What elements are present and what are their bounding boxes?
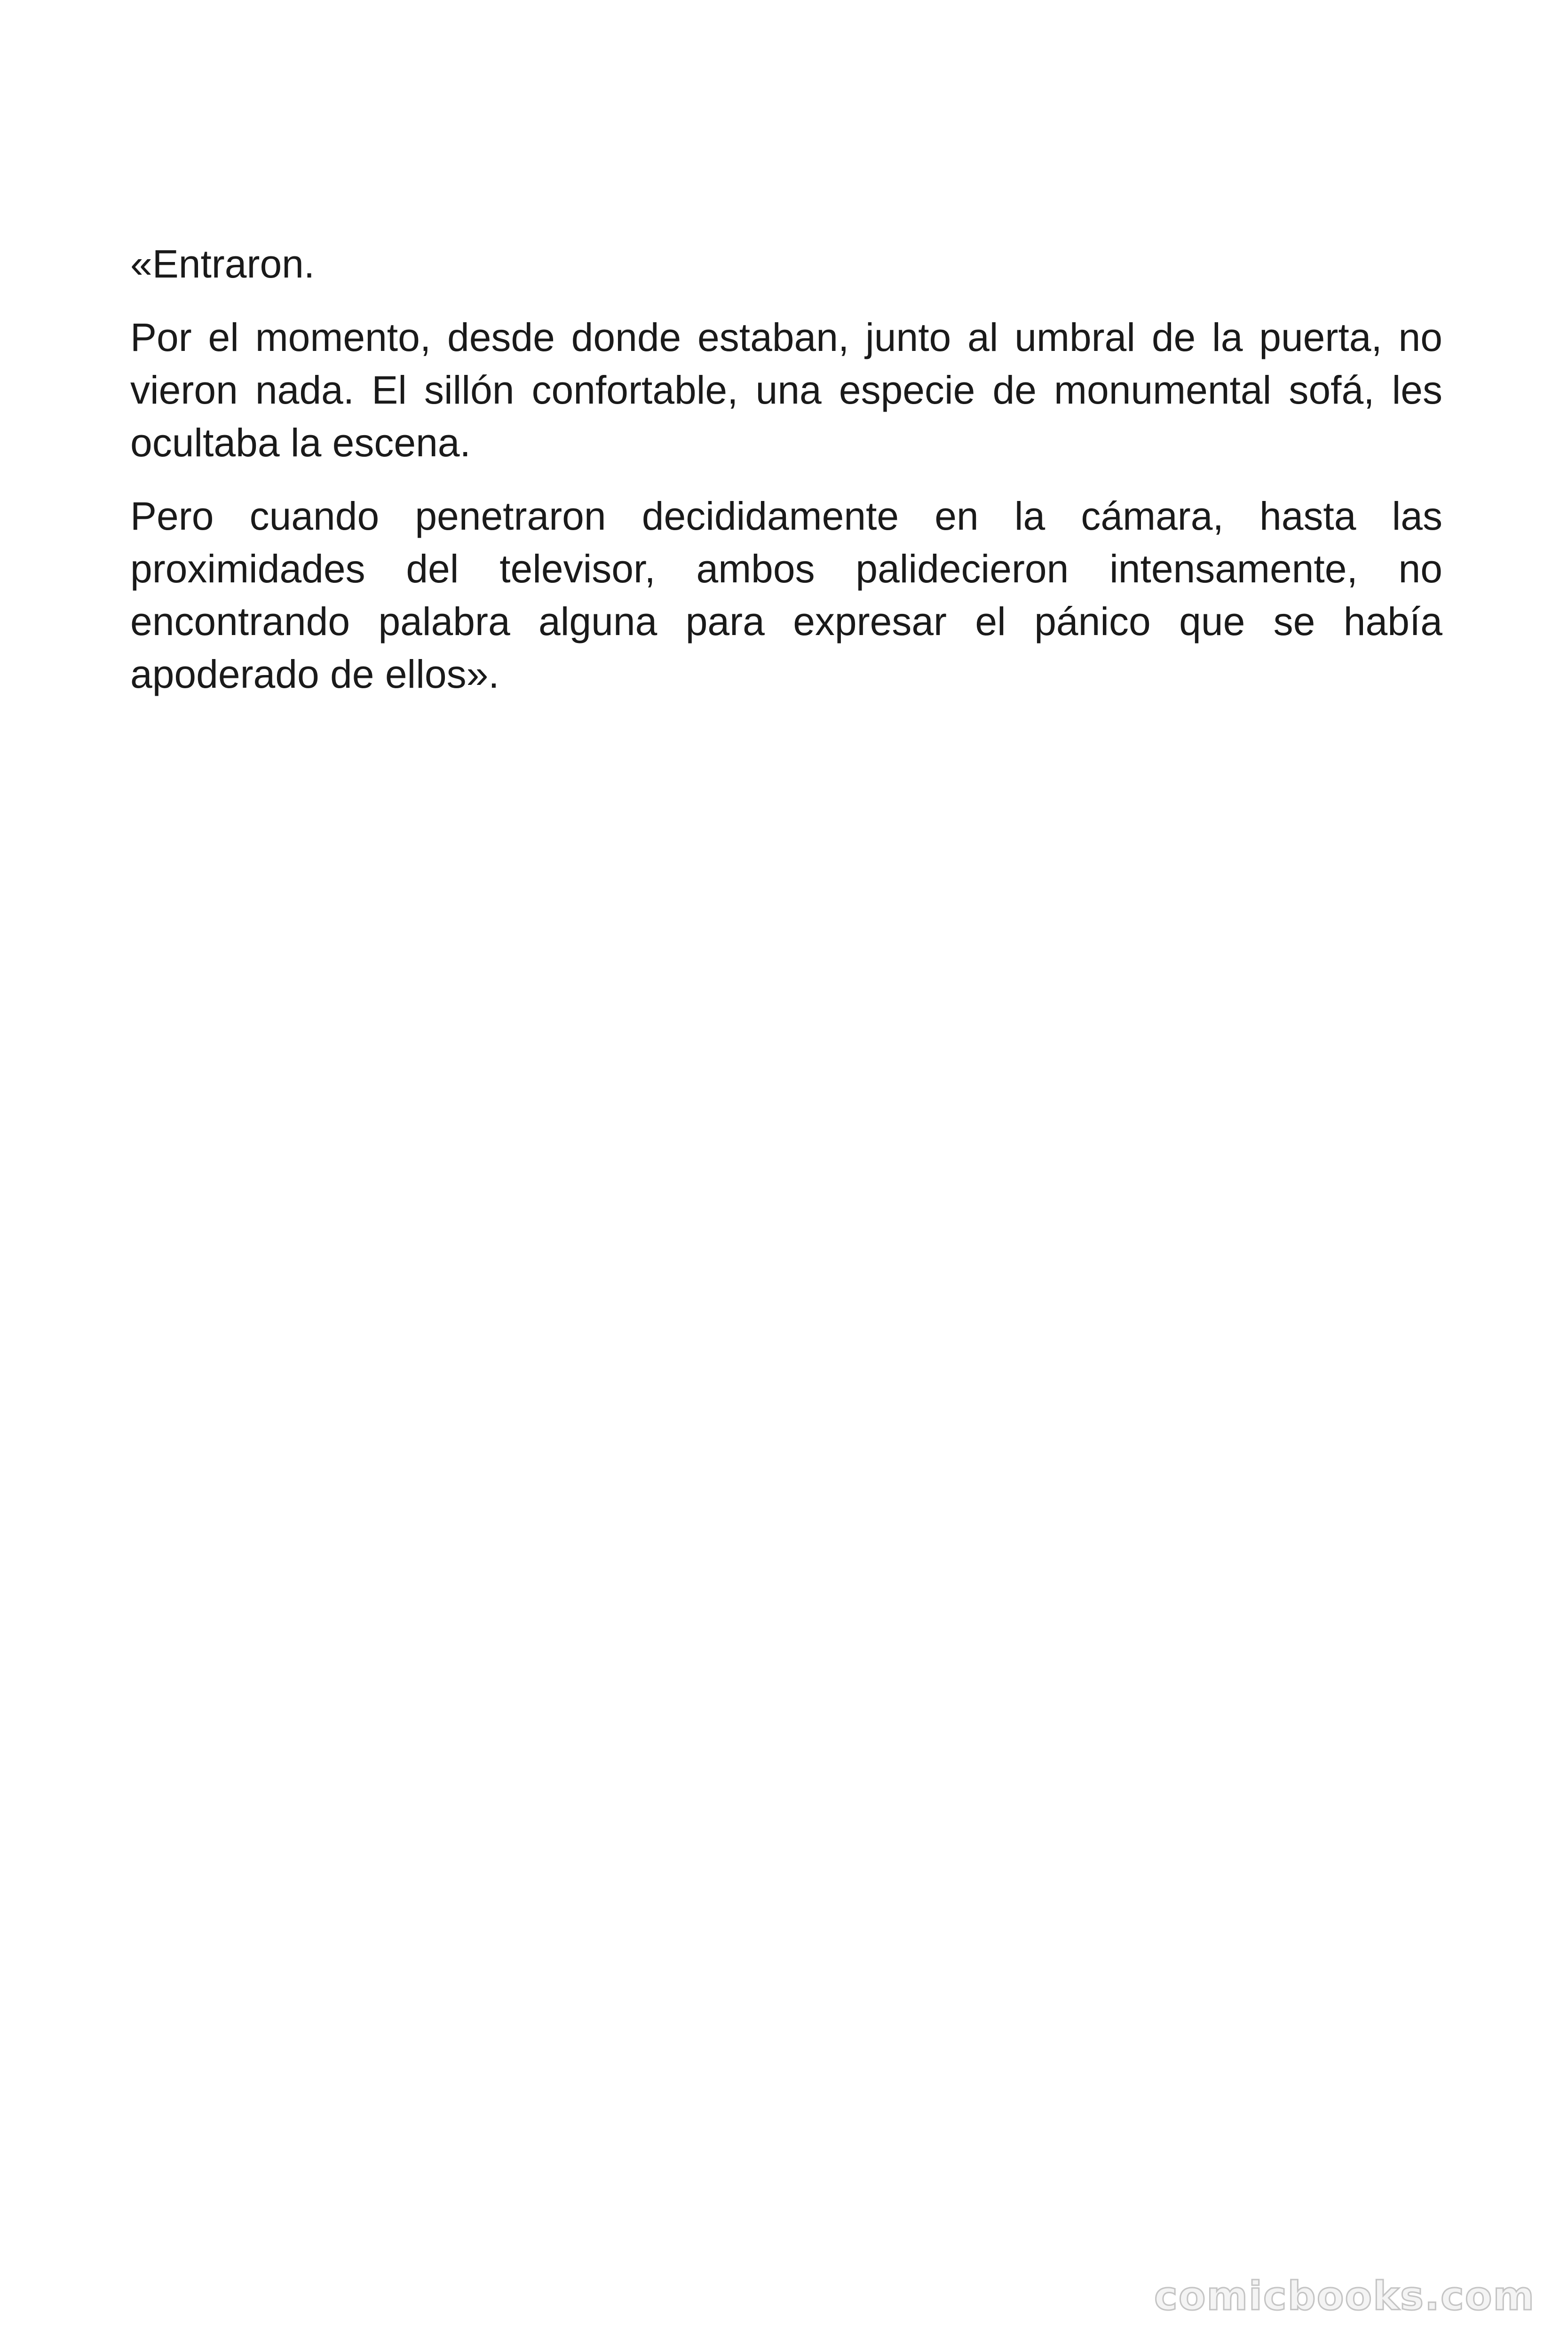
paragraph-2: Por el momento, desde donde estaban, junto al umbral de la puerta, no vieron nada. El sillón confortable, una especie de monumental sofá, les ocultaba la escena. [130,315,1442,465]
watermark: comicbooks.com [1154,2273,1535,2319]
paragraph-1: «Entraron. [130,242,315,286]
paragraph-3: Pero cuando penetraron decididamente en la cámara, hasta las proximidades del televisor, ambos palidecieron intensamente, no encontrando palabra alguna para expresar el pánico que se había apoderado de ellos». [130,494,1442,696]
body-text [130,238,1442,700]
